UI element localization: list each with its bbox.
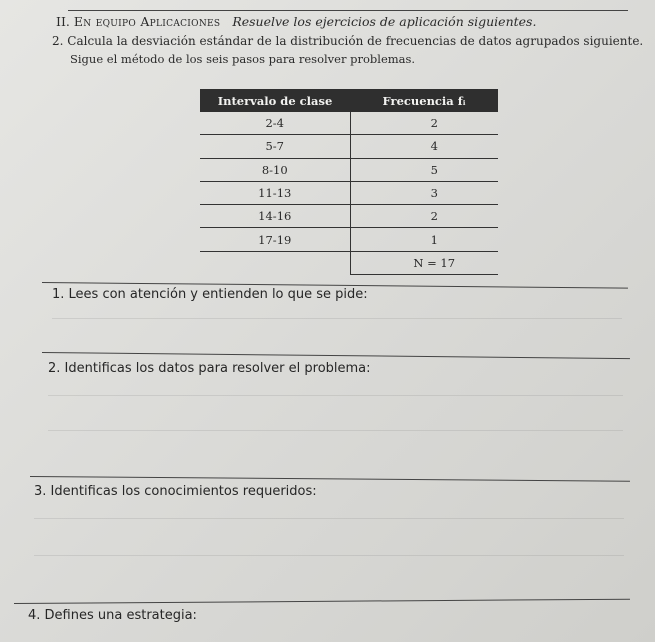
divider-2 <box>42 352 630 359</box>
table-total-row <box>200 251 498 274</box>
exercise-substatement: Sigue el método de los seis pasos para resolver problemas. <box>70 52 416 66</box>
frequency-cell: 1 <box>430 232 438 247</box>
section-tag: En equipo Aplicaciones <box>73 14 221 29</box>
table-row <box>200 158 498 181</box>
divider-4 <box>14 599 630 604</box>
step-3-label: 3. Identificas los conocimientos requeridos: <box>34 484 317 499</box>
total-cell: N = 17 <box>413 255 456 270</box>
exercise-statement: 2. Calcula la desviación estándar de la distribución de frecuencias de datos agrupados siguiente. <box>52 34 644 48</box>
header-rule <box>68 10 628 11</box>
frequency-cell: 2 <box>430 209 438 224</box>
section-number: II. <box>56 14 70 29</box>
table-header-row <box>200 89 498 112</box>
step-4-label: 4. Defines una estrategia: <box>28 608 197 623</box>
divider-3 <box>30 476 630 482</box>
interval-cell: 5-7 <box>200 135 350 158</box>
frequency-cell: 5 <box>430 162 438 177</box>
section-instruction: Resuelve los ejercicios de aplicación siguientes. <box>232 14 537 29</box>
section-heading <box>56 14 536 29</box>
frequency-cell: 2 <box>430 116 438 131</box>
table-row <box>200 205 498 228</box>
interval-cell: 14-16 <box>200 205 350 228</box>
table-row <box>200 228 498 251</box>
header-frequency: Frecuencia fᵢ <box>350 89 498 112</box>
table-row <box>200 112 498 135</box>
interval-cell: 8-10 <box>200 158 350 181</box>
step-1-label: 1. Lees con atención y entienden lo que se pide: <box>52 287 368 302</box>
frequency-table <box>200 89 498 275</box>
frequency-cell: 4 <box>430 139 438 154</box>
table-row <box>200 135 498 158</box>
frequency-cell: 3 <box>430 186 438 201</box>
interval-cell: 2-4 <box>200 112 350 135</box>
header-interval: Intervalo de clase <box>200 89 350 112</box>
interval-cell: 17-19 <box>200 228 350 251</box>
interval-cell: 11-13 <box>200 181 350 204</box>
step-2-label: 2. Identificas los datos para resolver el problema: <box>48 361 371 376</box>
table-row <box>200 181 498 204</box>
